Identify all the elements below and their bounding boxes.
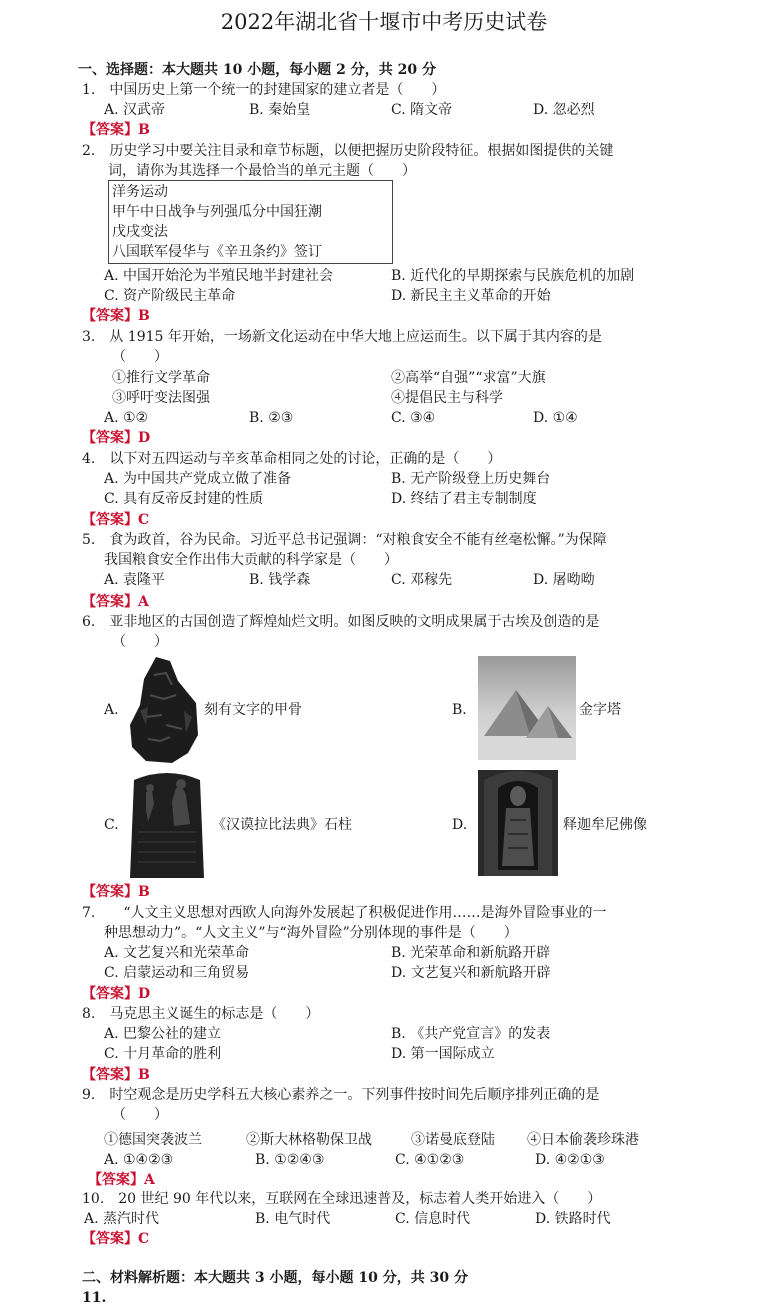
buddha-statue-image xyxy=(478,770,558,876)
q3-item-4: ④提倡民主与科学 xyxy=(391,390,503,406)
q5-option-a: A. 袁隆平 xyxy=(104,572,166,588)
pyramids-image xyxy=(478,656,576,760)
q3-stem-line2: （ ） xyxy=(112,349,168,365)
q9-item-1: ①德国突袭波兰 xyxy=(104,1132,202,1148)
q4-option-a: A. 为中国共产党成立做了准备 xyxy=(104,471,292,487)
q5-option-b: B. 钱学森 xyxy=(249,572,311,588)
q6-letter-d: D. xyxy=(452,817,468,833)
q2-option-c: C. 资产阶级民主革命 xyxy=(104,288,236,304)
q1-option-c: C. 隋文帝 xyxy=(391,102,453,118)
q2-stem-line2: 词，请你为其选择一个最恰当的单元主题（ ） xyxy=(108,163,416,179)
q8-option-c: C. 十月革命的胜利 xyxy=(104,1046,222,1062)
q9-item-4: ④日本偷袭珍珠港 xyxy=(527,1132,639,1148)
q9-option-d: D. ④②①③ xyxy=(535,1152,605,1168)
q8-option-d: D. 第一国际成立 xyxy=(391,1046,495,1062)
q6-letter-a: A. xyxy=(104,702,119,718)
hammurabi-stele-image xyxy=(126,772,208,880)
q4-answer: 【答案】C xyxy=(82,512,150,528)
q10-option-d: D. 铁路时代 xyxy=(535,1211,611,1227)
q9-option-a: A. ①④②③ xyxy=(104,1152,174,1168)
q9-answer: 【答案】A xyxy=(88,1172,155,1188)
q6-letter-b: B. xyxy=(452,702,467,718)
question-11-number: 11. xyxy=(82,1290,107,1306)
q2-box-line: 甲午中日战争与列强瓜分中国狂潮 xyxy=(112,204,322,220)
q2-option-d: D. 新民主主义革命的开始 xyxy=(391,288,551,304)
q4-stem: 4. 以下对五四运动与辛亥革命相同之处的讨论，正确的是（ ） xyxy=(82,451,502,467)
q2-stem-line1: 2. 历史学习中要关注目录和章节标题，以便把握历史阶段特征。根据如图提供的关键 xyxy=(82,143,614,159)
q2-answer: 【答案】B xyxy=(82,308,150,324)
section-1-heading: 一、选择题：本大题共 10 小题，每小题 2 分，共 20 分 xyxy=(78,62,436,78)
q4-option-d: D. 终结了君主专制制度 xyxy=(391,491,537,507)
q6-caption-d: 释迦牟尼佛像 xyxy=(563,817,647,833)
q5-option-c: C. 邓稼先 xyxy=(391,572,453,588)
q7-option-b: B. 光荣革命和新航路开辟 xyxy=(391,945,551,961)
q6-letter-c: C. xyxy=(104,817,119,833)
q10-option-a: A. 蒸汽时代 xyxy=(84,1211,160,1227)
q10-option-c: C. 信息时代 xyxy=(395,1211,471,1227)
q5-stem-line1: 5. 食为政首，谷为民命。习近平总书记强调：“对粮食安全不能有丝毫松懈。”为保障 xyxy=(82,532,607,548)
q5-stem-line2: 我国粮食安全作出伟大贡献的科学家是（ ） xyxy=(104,552,398,568)
q1-option-b: B. 秦始皇 xyxy=(249,102,311,118)
q3-item-1: ①推行文学革命 xyxy=(112,370,210,386)
q3-item-2: ②高举“自强”“求富”大旗 xyxy=(391,370,546,386)
q1-option-d: D. 忽必烈 xyxy=(533,102,595,118)
q3-stem-line1: 3. 从 1915 年开始，一场新文化运动在中华大地上应运而生。以下属于其内容的是 xyxy=(82,329,602,345)
q8-stem: 8. 马克思主义诞生的标志是（ ） xyxy=(82,1006,320,1022)
q10-stem: 10. 20 世纪 90 年代以来，互联网在全球迅速普及，标志着人类开始进入（ ） xyxy=(82,1191,602,1207)
q9-stem-line1: 9. 时空观念是历史学科五大核心素养之一。下列事件按时间先后顺序排列正确的是 xyxy=(82,1087,600,1103)
q1-option-a: A. 汉武帝 xyxy=(104,102,166,118)
q6-stem-line1: 6. 亚非地区的古国创造了辉煌灿烂文明。如图反映的文明成果属于古埃及创造的是 xyxy=(82,614,600,630)
q6-answer: 【答案】B xyxy=(82,884,150,900)
q9-option-c: C. ④①②③ xyxy=(395,1152,465,1168)
q3-option-c: C. ③④ xyxy=(391,410,436,426)
q9-option-b: B. ①②④③ xyxy=(255,1152,325,1168)
q9-stem-line2: （ ） xyxy=(112,1107,168,1123)
q7-option-d: D. 文艺复兴和新航路开辟 xyxy=(391,965,551,981)
q9-item-3: ③诺曼底登陆 xyxy=(411,1132,495,1148)
section-2-heading: 二、材料解析题：本大题共 3 小题，每小题 10 分，共 30 分 xyxy=(82,1270,468,1286)
q3-option-a: A. ①② xyxy=(104,410,149,426)
q3-item-3: ③呼吁变法图强 xyxy=(112,390,210,406)
oracle-bone-image xyxy=(126,655,202,765)
q1-answer: 【答案】B xyxy=(82,122,150,138)
q10-option-b: B. 电气时代 xyxy=(255,1211,331,1227)
q2-option-b: B. 近代化的早期探索与民族危机的加剧 xyxy=(391,268,635,284)
q7-stem-line2: 种思想动力”。“人文主义”与“海外冒险”分别体现的事件是（ ） xyxy=(104,925,518,941)
q6-caption-b: 金字塔 xyxy=(579,702,621,718)
q6-stem-line2: （ ） xyxy=(112,634,168,650)
q7-option-a: A. 文艺复兴和光荣革命 xyxy=(104,945,250,961)
q2-box-line: 戊戌变法 xyxy=(112,224,168,240)
q4-option-b: B. 无产阶级登上历史舞台 xyxy=(391,471,551,487)
q8-option-a: A. 巴黎公社的建立 xyxy=(104,1026,222,1042)
q5-answer: 【答案】A xyxy=(82,594,149,610)
q4-option-c: C. 具有反帝反封建的性质 xyxy=(104,491,264,507)
q2-box-line: 八国联军侵华与《辛丑条约》签订 xyxy=(112,244,322,260)
q9-item-2: ②斯大林格勒保卫战 xyxy=(246,1132,372,1148)
q6-caption-a: 刻有文字的甲骨 xyxy=(204,702,302,718)
q3-option-d: D. ①④ xyxy=(533,410,578,426)
q3-option-b: B. ②③ xyxy=(249,410,294,426)
q8-option-b: B. 《共产党宣言》的发表 xyxy=(391,1026,551,1042)
q8-answer: 【答案】B xyxy=(82,1067,150,1083)
q10-answer: 【答案】C xyxy=(82,1231,150,1247)
q7-answer: 【答案】D xyxy=(82,986,151,1002)
q3-answer: 【答案】D xyxy=(82,430,151,446)
q7-stem-line1: 7. “人文主义思想对西欧人向海外发展起了积极促进作用……是海外冒险事业的一 xyxy=(82,905,607,921)
q2-option-a: A. 中国开始沦为半殖民地半封建社会 xyxy=(104,268,334,284)
q7-option-c: C. 启蒙运动和三角贸易 xyxy=(104,965,250,981)
q6-caption-c: 《汉谟拉比法典》石柱 xyxy=(212,817,352,833)
page-title: 2022年湖北省十堰市中考历史试卷 xyxy=(220,10,548,34)
q2-box-line: 洋务运动 xyxy=(112,184,168,200)
q1-stem: 1. 中国历史上第一个统一的封建国家的建立者是（ ） xyxy=(82,82,446,98)
q5-option-d: D. 屠呦呦 xyxy=(533,572,595,588)
